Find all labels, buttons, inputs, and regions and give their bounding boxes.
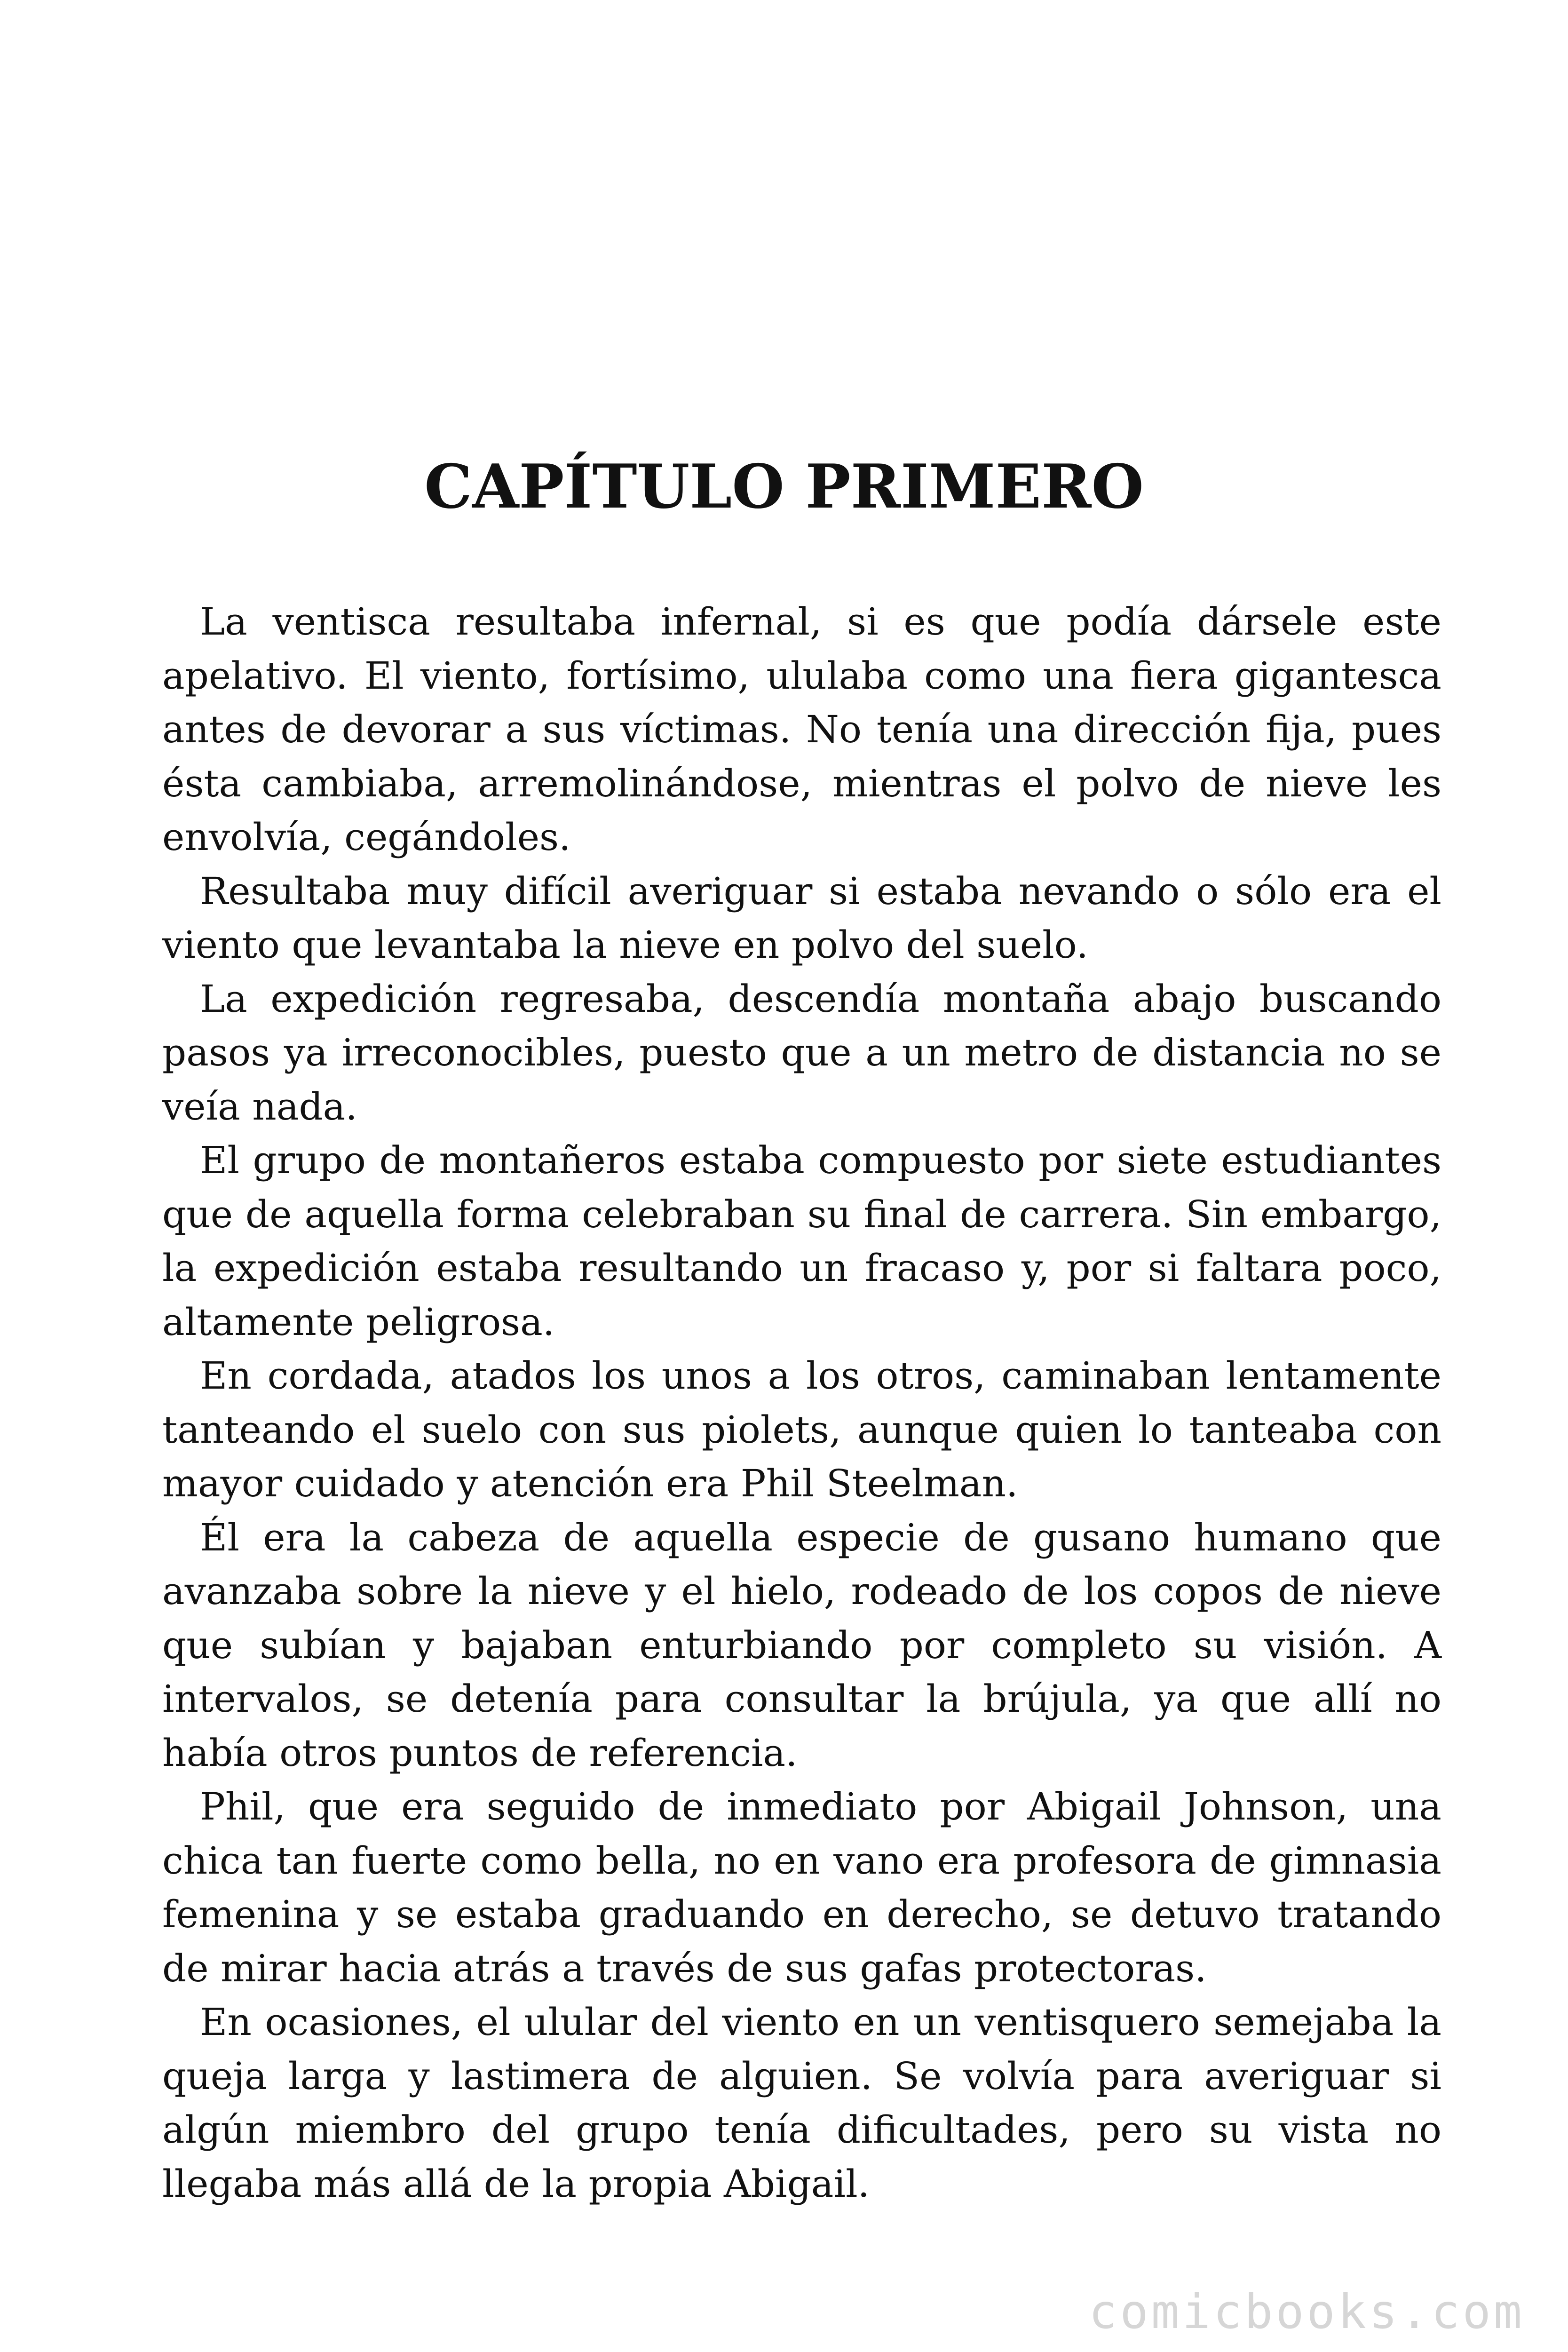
- paragraph: Resultaba muy difícil averiguar si estaba nevando o sólo era el viento que levantaba la nieve en polvo del suelo.: [162, 869, 1441, 967]
- paragraph: La ventisca resultaba infernal, si es que podía dársele este apelativo. El viento, fortísimo, ululaba como una fiera gigantesca antes de devorar a sus víctimas. No tenía una dirección fija, pues ésta cambiaba, arremolinándose, mientras el polvo de nieve les envolvía, cegándoles.: [162, 600, 1441, 859]
- watermark: comicbooks.com: [1089, 2284, 1525, 2339]
- chapter-title: CAPÍTULO PRIMERO: [424, 452, 1144, 522]
- chapter-body: [162, 595, 1441, 2211]
- paragraph: En cordada, atados los unos a los otros, caminaban lentamente tanteando el suelo con sus piolets, aunque quien lo tanteaba con mayor cuidado y atención era Phil Steelman.: [162, 1354, 1441, 1505]
- paragraph: El grupo de montañeros estaba compuesto por siete estudiantes que de aquella forma celebraban su final de carrera. Sin embargo, la expedición estaba resultando un fracaso y, por si faltara poco, altamente peligrosa.: [162, 1138, 1441, 1344]
- paragraph: En ocasiones, el ulular del viento en un ventisquero semejaba la queja larga y lastimera de alguien. Se volvía para averiguar si algún miembro del grupo tenía dificultades, pero su vista no llegaba más allá de la propia Abigail.: [162, 2000, 1441, 2206]
- paragraph: La expedición regresaba, descendía montaña abajo buscando pasos ya irreconocibles, puesto que a un metro de distancia no se veía nada.: [162, 977, 1441, 1128]
- paragraph: Él era la cabeza de aquella especie de gusano humano que avanzaba sobre la nieve y el hielo, rodeado de los copos de nieve que subían y bajaban enturbiando por completo su visión. A intervalos, se detenía para consultar la brújula, ya que allí no había otros puntos de referencia.: [162, 1515, 1441, 1775]
- paragraph: Phil, que era seguido de inmediato por Abigail Johnson, una chica tan fuerte como bella, no en vano era profesora de gimnasia femenina y se estaba graduando en derecho, se detuvo tratando de mirar hacia atrás a través de sus gafas protectoras.: [162, 1785, 1441, 1990]
